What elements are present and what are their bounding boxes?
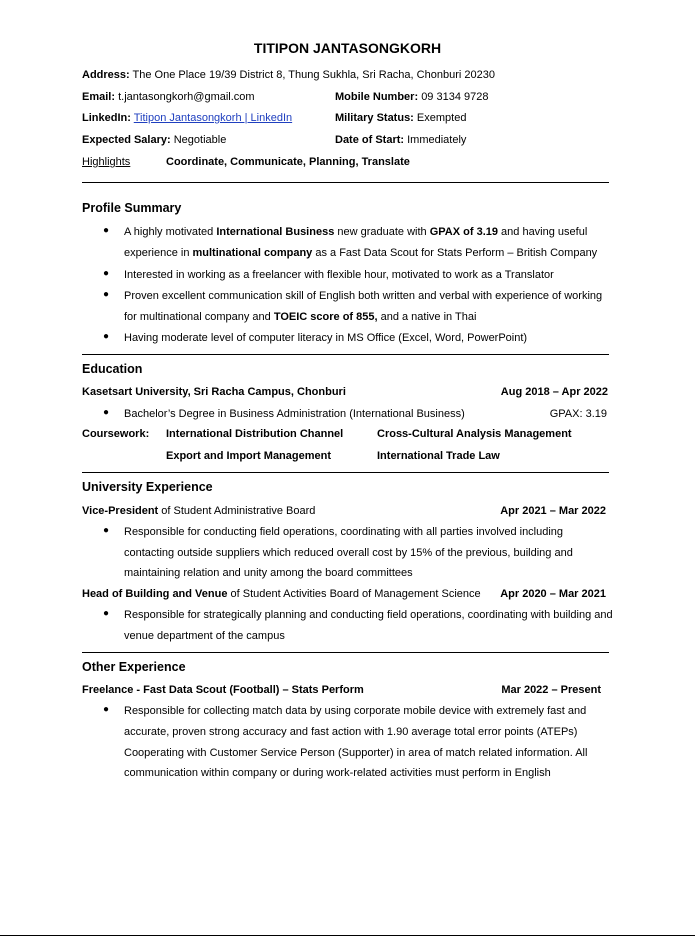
page-bottom-edge	[0, 935, 695, 936]
salary-label: Expected Salary:	[82, 134, 171, 146]
education-dates: Aug 2018 – Apr 2022	[500, 386, 608, 398]
emphasis: multinational company	[192, 247, 313, 259]
start-label: Date of Start:	[335, 134, 405, 146]
divider	[82, 182, 609, 183]
role-1-dates: Apr 2021 – Mar 2022	[500, 505, 606, 517]
bullet: ●	[103, 608, 110, 619]
role-org: of Student Administrative Board	[158, 505, 316, 517]
course-item: International Distribution Channel	[166, 428, 344, 440]
email-line	[82, 90, 255, 104]
freelance-desc-line-4: communication within company or during work-related activities must perform in English	[124, 767, 551, 779]
address-line	[82, 68, 495, 82]
bullet: ●	[103, 225, 110, 236]
salary-value: Negotiable	[173, 134, 227, 146]
text: new graduate with	[334, 226, 430, 238]
military-value: Exempted	[416, 112, 467, 124]
profile-bullet-3-line-2	[124, 310, 476, 324]
text: and having useful	[497, 226, 588, 238]
degree: Bachelor’s Degree in Business Administration (International Business)	[124, 408, 465, 420]
start-line	[335, 133, 466, 147]
linkedin-line	[82, 111, 292, 125]
text: as a Fast Data Scout for Stats Perform – British Company	[312, 247, 598, 259]
role-2-dates: Apr 2020 – Mar 2021	[500, 588, 606, 600]
school-name: Kasetsart University, Sri Racha Campus, Chonburi	[82, 386, 346, 398]
role-2-title-line	[82, 587, 481, 601]
freelance-desc-line-3: Cooperating with Customer Service Person (Supporter) in area of match related information. All	[124, 747, 588, 759]
role-2-desc-line-2: venue department of the campus	[124, 630, 285, 642]
linkedin-link[interactable]: Titipon Jantasongkorh | LinkedIn	[133, 112, 293, 124]
role-2-desc-line-1: Responsible for strategically planning and conducting field operations, coordinating with building and	[124, 609, 613, 621]
email-label: Email:	[82, 91, 116, 103]
address-value: The One Place 19/39 District 8, Thung Sukhla, Sri Racha, Chonburi 20230	[132, 69, 495, 81]
profile-bullet-2: Interested in working as a freelancer with flexible hour, motivated to work as a Translator	[124, 269, 554, 281]
freelance-desc-line-2: accurate, proven strong accuracy and fast action with 1.90 average total error points (ATEPs)	[124, 726, 578, 738]
coursework-label: Coursework:	[82, 428, 150, 440]
profile-bullet-3-line-1: Proven excellent communication skill of English both written and verbal with experience of working	[124, 290, 603, 302]
bullet: ●	[103, 525, 110, 536]
emphasis: TOEIC score of 855,	[273, 311, 378, 323]
profile-bullet-1-line-2	[124, 246, 597, 260]
address-label: Address:	[82, 69, 130, 81]
linkedin-label: LinkedIn:	[82, 112, 131, 124]
bullet: ●	[103, 268, 110, 279]
emphasis: GPAX of 3.19	[429, 226, 498, 238]
mobile-value: 09 3134 9728	[421, 91, 489, 103]
gpax: GPAX: 3.19	[549, 408, 607, 420]
divider	[82, 652, 609, 653]
role-org: of Student Activities Board of Management Science	[227, 588, 481, 600]
profile-bullet-4: Having moderate level of computer literacy in MS Office (Excel, Word, PowerPoint)	[124, 332, 528, 344]
emphasis: International Business	[216, 226, 335, 238]
education-heading: Education	[82, 362, 143, 376]
role-1-title-line	[82, 504, 315, 518]
text: A highly motivated	[124, 226, 217, 238]
bullet: ●	[103, 289, 110, 300]
highlights-label: Highlights	[82, 156, 131, 168]
bullet: ●	[103, 407, 110, 418]
salary-line	[82, 133, 226, 147]
profile-bullet-1-line-1	[124, 225, 587, 239]
role-1-desc-line-3: maintaining relation and unity among the board committees	[124, 567, 413, 579]
freelance-desc-line-1: Responsible for collecting match data by using corporate mobile device with extremely fast and	[124, 705, 587, 717]
role-1-desc-line-1: Responsible for conducting field operations, coordinating with all parties involved including	[124, 526, 564, 538]
highlights-value: Coordinate, Communicate, Planning, Translate	[166, 156, 410, 168]
course-item: Cross-Cultural Analysis Management	[377, 428, 572, 440]
mobile-line	[335, 90, 488, 104]
mobile-label: Mobile Number:	[335, 91, 419, 103]
profile-heading: Profile Summary	[82, 201, 182, 215]
course-item: International Trade Law	[377, 450, 500, 462]
start-value: Immediately	[407, 134, 467, 146]
candidate-name: TITIPON JANTASONGKORH	[253, 40, 442, 56]
course-item: Export and Import Management	[166, 450, 332, 462]
role-title: Head of Building and Venue	[82, 588, 228, 600]
bullet: ●	[103, 331, 110, 342]
text: for multinational company and	[124, 311, 274, 323]
divider	[82, 354, 609, 355]
freelance-title: Freelance - Fast Data Scout (Football) – Stats Perform	[82, 684, 364, 696]
university-heading: University Experience	[82, 480, 213, 494]
bullet: ●	[103, 704, 110, 715]
email-value[interactable]: t.jantasongkorh@gmail.com	[118, 91, 255, 103]
divider	[82, 472, 609, 473]
text: and a native in Thai	[377, 311, 477, 323]
military-label: Military Status:	[335, 112, 414, 124]
role-title: Vice-President	[82, 505, 159, 517]
role-1-desc-line-2: contacting outside suppliers which reduced overall cost by 15% of the previous, building and	[124, 547, 573, 559]
freelance-dates: Mar 2022 – Present	[501, 684, 601, 696]
other-heading: Other Experience	[82, 660, 186, 674]
military-line	[335, 111, 466, 125]
text: experience in	[124, 247, 193, 259]
